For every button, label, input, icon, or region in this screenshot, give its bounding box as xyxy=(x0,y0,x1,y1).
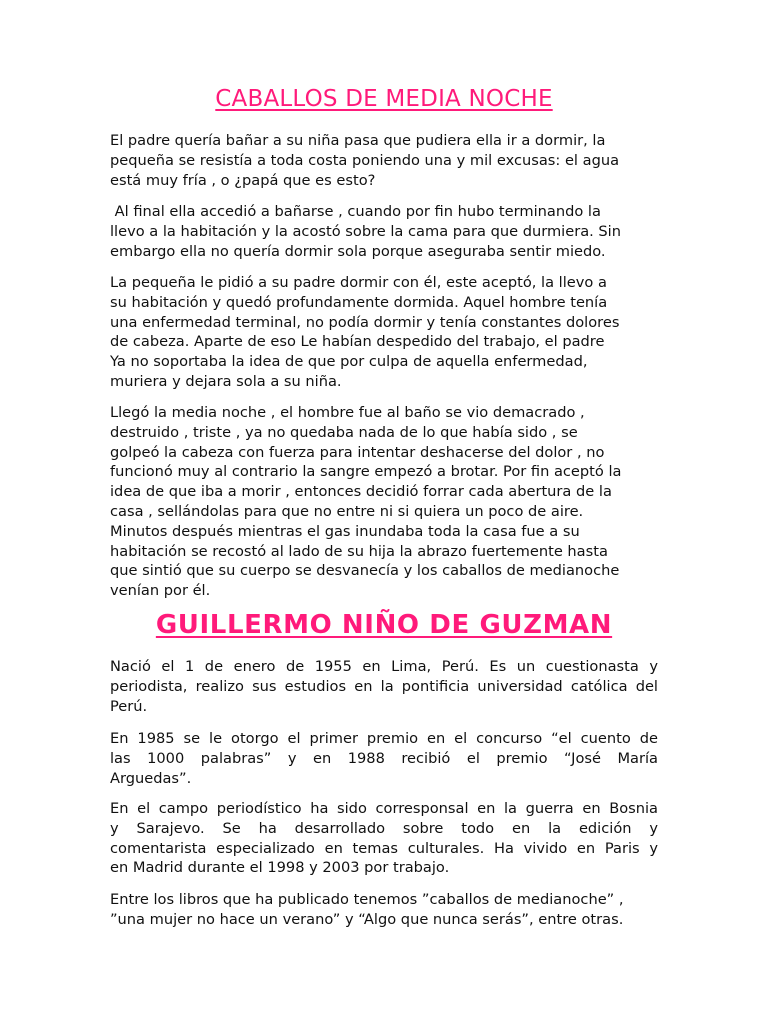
text-line: En 1985 se le otorgo el primer premio en el concurso “el cuento de xyxy=(110,730,658,747)
text-line: una enfermedad terminal, no podía dormir y tenía constantes dolores xyxy=(110,313,620,331)
text-line: y Sarajevo. Se ha desarrollado sobre todo en la edición y xyxy=(110,819,658,837)
author-paragraph-3 xyxy=(110,799,658,878)
text-line: En el campo periodístico ha sido corresponsal en la guerra en Bosnia xyxy=(110,800,658,817)
text-line: Minutos después mientras el gas inundaba toda la casa fue a su xyxy=(110,522,580,540)
text-line: Llegó la media noche , el hombre fue al baño se vio demacrado , xyxy=(110,404,585,421)
author-paragraph-1 xyxy=(110,657,658,716)
author-paragraph-4 xyxy=(110,890,658,930)
text-line: golpeó la cabeza con fuerza para intentar deshacerse del dolor , no xyxy=(110,443,605,461)
story-title: CABALLOS DE MEDIA NOCHE xyxy=(215,86,553,112)
text-line: El padre quería bañar a su niña pasa que pudiera ella ir a dormir, la xyxy=(110,132,606,149)
text-line: comentarista especializado en temas culturales. Ha vivido en Paris y xyxy=(110,839,658,857)
author-paragraph-2 xyxy=(110,729,658,788)
text-line: destruido , triste , ya no quedaba nada de lo que había sido , se xyxy=(110,423,578,441)
text-line: casa , sellándolas para que no entre ni si quiera un poco de aire. xyxy=(110,502,584,520)
text-line: ”una mujer no hace un verano” y “Algo que nunca serás”, entre otras. xyxy=(110,910,624,928)
text-line: está muy fría , o ¿papá que es esto? xyxy=(110,171,376,189)
text-line: las 1000 palabras” y en 1988 recibió el premio “José María xyxy=(110,749,658,767)
text-line: pequeña se resistía a toda costa poniendo una y mil excusas: el agua xyxy=(110,151,620,169)
text-line: Perú. xyxy=(110,697,148,715)
text-line: funcionó muy al contrario la sangre empezó a brotar. Por fin aceptó la xyxy=(110,463,622,481)
text-line: Arguedas”. xyxy=(110,769,192,787)
story-paragraph-1 xyxy=(110,131,658,190)
text-line: periodista, realizo sus estudios en la pontificia universidad católica del xyxy=(110,677,658,695)
text-line: idea de que iba a morir , entonces decidió forrar cada abertura de la xyxy=(110,483,612,501)
story-paragraph-3 xyxy=(110,273,658,392)
text-line: llevo a la habitación y la acostó sobre la cama para que durmiera. Sin xyxy=(110,222,621,240)
author-title: GUILLERMO NIÑO DE GUZMAN xyxy=(155,610,613,640)
story-paragraph-2 xyxy=(110,202,658,261)
text-line: La pequeña le pidió a su padre dormir con él, este aceptó, la llevo a xyxy=(110,274,607,291)
text-line: Ya no soportaba la idea de que por culpa de aquella enfermedad, xyxy=(110,353,588,371)
text-line: venían por él. xyxy=(110,582,211,600)
text-line: Al final ella accedió a bañarse , cuando por fin hubo terminando la xyxy=(110,203,601,220)
text-line: Nació el 1 de enero de 1955 en Lima, Perú. Es un cuestionasta y xyxy=(110,658,658,675)
text-line: de cabeza. Aparte de eso Le habían despedido del trabajo, el padre xyxy=(110,333,605,351)
story-paragraph-4 xyxy=(110,403,658,601)
text-line: Entre los libros que ha publicado tenemos ”caballos de medianoche” , xyxy=(110,891,624,908)
text-line: su habitación y quedó profundamente dormida. Aquel hombre tenía xyxy=(110,293,608,311)
text-line: habitación se recostó al lado de su hija la abrazo fuertemente hasta xyxy=(110,542,608,560)
text-line: muriera y dejara sola a su niña. xyxy=(110,372,342,390)
text-line: embargo ella no quería dormir sola porque aseguraba sentir miedo. xyxy=(110,242,606,260)
text-line: en Madrid durante el 1998 y 2003 por trabajo. xyxy=(110,859,450,877)
text-line: que sintió que su cuerpo se desvanecía y los caballos de medianoche xyxy=(110,562,620,580)
